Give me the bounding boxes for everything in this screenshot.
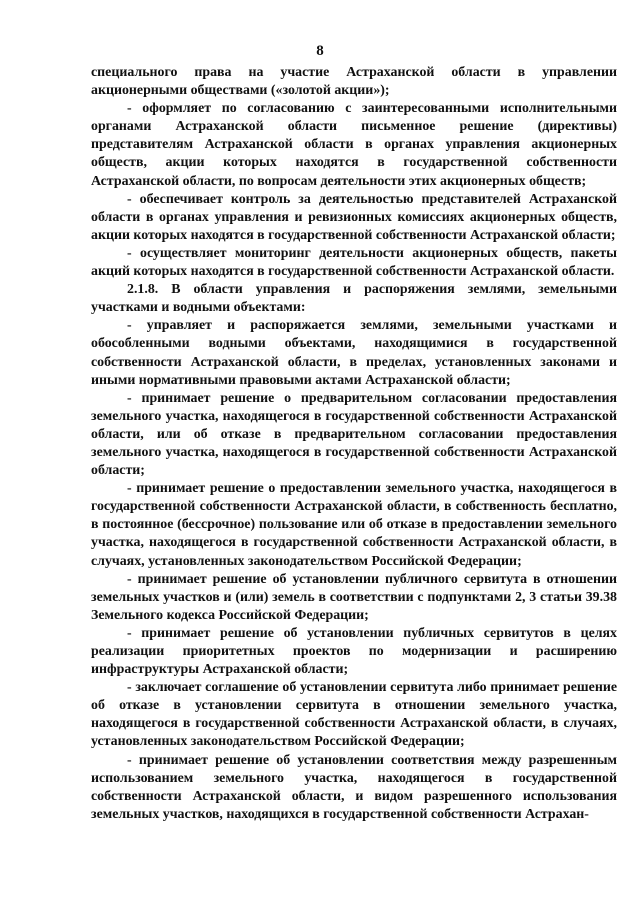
section-heading-2-1-8: 2.1.8. В области управления и распоряжения землями, земельными участками и водными объектами: [91,282,617,316]
paragraph-permitted-use: - принимает решение об установлении соответствия между разрешенным использованием земельного участка, находящегося в государственной собственности Астраханской области, и видом разрешенного использования земельных участков, находящихся в государственной собственности Астрахан- [91,752,617,822]
paragraph-easement-agreement: - заключает соглашение об установлении сервитута либо принимает решение об отказе в установлении сервитута в отношении земельного участка, находящегося в государственной собственности Астраханской области, в случаях, установленных законодательством Российской Федерации; [91,680,617,750]
page-number: 8 [316,43,324,59]
paragraph-preliminary-approval: - принимает решение о предварительном согласовании предоставления земельного участка, находящегося в государственной собственности Астраханской области, или об отказе в предварительном согласовании предоставления земельного участка, находящегося в государственной собственности Астраханской области; [91,390,617,479]
paragraph-monitoring: - осуществляет мониторинг деятельности акционерных обществ, пакеты акций которых находятся в государственной собственности Астраханской области. [91,245,617,280]
document-body [91,64,617,824]
paragraph-continuation: специального права на участие Астраханской области в управлении акционерными обществами («золотой акции»); [91,65,617,99]
paragraph-directives: - оформляет по согласованию с заинтересованными исполнительными органами Астраханской области письменное решение (директивы) представителям Астраханской области в органах управления акционерных обществ, акции которых находятся в государственной собственности Астраханской области, по вопросам деятельности этих акционерных обществ; [91,101,617,189]
paragraph-public-easement: - принимает решение об установлении публичного сервитута в отношении земельных участков и (или) земель в соответствии с подпунктами 2, 3 статьи 39.38 Земельного кодекса Российской Федерации; [91,571,617,623]
paragraph-land-provision: - принимает решение о предоставлении земельного участка, находящегося в государственной собственности Астраханской области, в собственность бесплатно, в постоянное (бессрочное) пользование или об отказе в предоставлении земельного участка, находящегося в государственной собственности Астраханской области, в случаях, установленных законодательством Российской Федерации; [91,481,617,569]
paragraph-land-management: - управляет и распоряжается землями, земельными участками и обособленными водными объектами, находящимися в государственной собственности Астраханской области, в пределах, установленных законами и иными нормативными правовыми актами Астраханской области; [91,318,617,388]
paragraph-control: - обеспечивает контроль за деятельностью представителей Астраханской области в органах управления и ревизионных комиссиях акционерных обществ, акции которых находятся в государственной собственности Астраханской области; [91,191,617,243]
paragraph-priority-projects-easement: - принимает решение об установлении публичных сервитутов в целях реализации приоритетных проектов по модернизации и расширению инфраструктуры Астраханской области; [91,625,617,678]
